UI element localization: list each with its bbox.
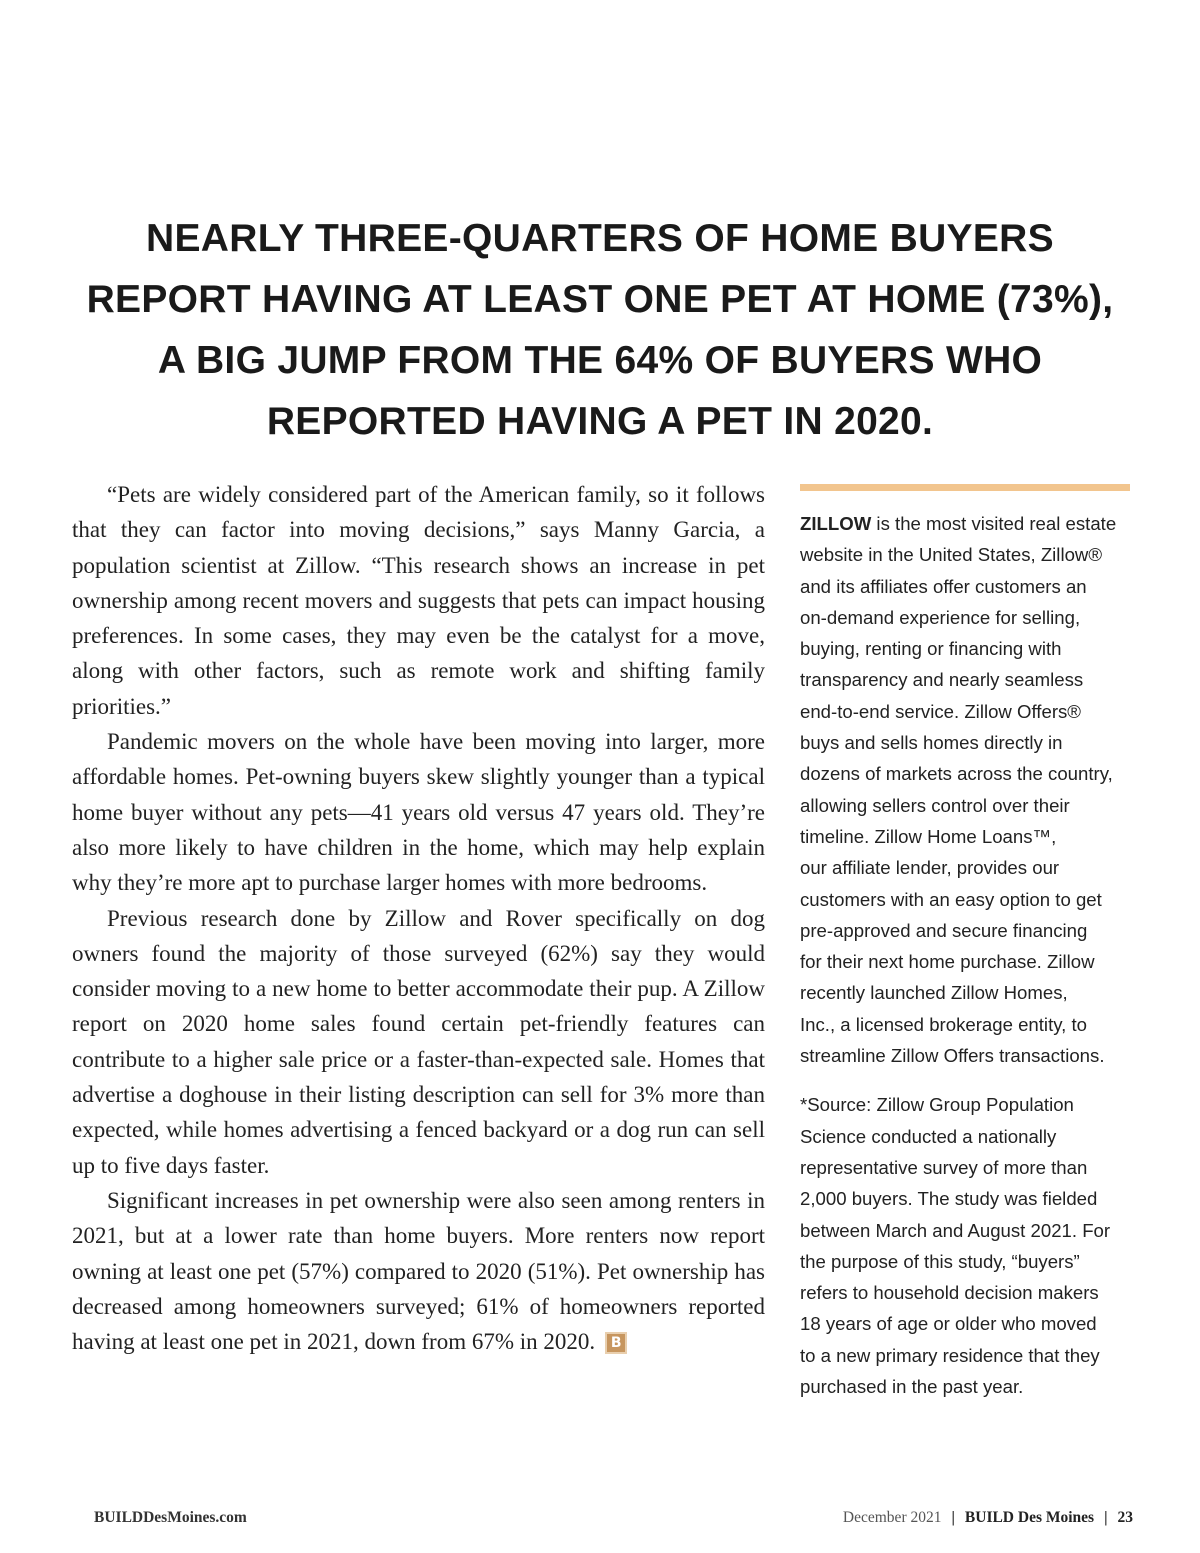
footer-separator: | bbox=[1104, 1509, 1108, 1526]
sidebar-about-line: allowing sellers control over their bbox=[800, 794, 1070, 816]
pull-quote-line-3: A BIG JUMP FROM THE 64% OF BUYERS WHO bbox=[157, 339, 1043, 382]
sidebar-source-line: purchased in the past year. bbox=[800, 1376, 1024, 1398]
footer-magazine: BUILD Des Moines bbox=[964, 1509, 1095, 1526]
pull-quote-line-1: NEARLY THREE-QUARTERS OF HOME BUYERS bbox=[146, 217, 1054, 260]
sidebar-about-line: timeline. Zillow Home Loans™, bbox=[800, 825, 1057, 847]
sidebar-source-line: representative survey of more than bbox=[800, 1156, 1088, 1178]
sidebar-source-line: 18 years of age or older who moved bbox=[800, 1313, 1097, 1335]
article-paragraph: Previous research done by Zillow and Rover specifically on dog owners found the majority of those surveyed (62%) say they would consider moving to a new home to better accommodate their pup. A Zillow report on 2020 home sales found certain pet-friendly features can contribute to a higher sale price or a faster-than-expected sale. Homes that advertise a doghouse in their listing description can sell for 3% more than expected, while homes advertising a fenced backyard or a dog run can sell up to five days faster. bbox=[72, 905, 765, 1178]
sidebar-source-line: *Source: Zillow Group Population bbox=[800, 1094, 1074, 1116]
sidebar-about-line: for their next home purchase. Zillow bbox=[800, 951, 1095, 973]
sidebar-source-line: 2,000 buyers. The study was fielded bbox=[800, 1188, 1098, 1210]
page-footer bbox=[0, 1509, 1200, 1531]
sidebar-about-line: ZILLOW is the most visited real estate bbox=[800, 513, 1117, 534]
sidebar-source-line: refers to household decision makers bbox=[800, 1282, 1099, 1304]
sidebar-about-line: our affiliate lender, provides our bbox=[800, 857, 1060, 879]
article-paragraph-last: Significant increases in pet ownership were also seen among renters in 2021, but at a lower rate than home buyers. More renters now report owning at least one pet (57%) compared to 2020 (51%). Pet ownership has decreased among homeowners surveyed; 61% of homeowners reported having at least one pet in 2021, down from 67% in 2020. B bbox=[72, 1187, 765, 1355]
sidebar-about-line: on-demand experience for selling, bbox=[800, 606, 1081, 628]
sidebar-about bbox=[800, 508, 1130, 1071]
sidebar-about-line: customers with an easy option to get bbox=[800, 888, 1102, 910]
footer-date: December 2021 bbox=[842, 1509, 942, 1526]
sidebar-accent-rule bbox=[800, 484, 1130, 491]
sidebar bbox=[800, 484, 1130, 1402]
pull-quote bbox=[60, 208, 1140, 452]
pull-quote-line-2: REPORT HAVING AT LEAST ONE PET AT HOME (73%), bbox=[86, 278, 1114, 321]
sidebar-about-line: recently launched Zillow Homes, bbox=[800, 982, 1068, 1004]
pull-quote-line-4: REPORTED HAVING A PET IN 2020. bbox=[266, 400, 934, 443]
article-paragraph: “Pets are widely considered part of the American family, so it follows that they can factor into moving decisions,” says Manny Garcia, a population scientist at Zillow. “This research shows an increase in pet ownership among recent movers and suggests that pets can impact housing preferences. In some cases, they may even be the catalyst for a move, along with other factors, such as remote work and shifting family priorities.” bbox=[72, 482, 765, 719]
sidebar-about-line: transparency and nearly seamless bbox=[800, 669, 1084, 691]
footer-right bbox=[843, 1509, 1133, 1527]
sidebar-about-line: dozens of markets across the country, bbox=[800, 763, 1113, 785]
sidebar-source-line: the purpose of this study, “buyers” bbox=[800, 1250, 1080, 1272]
sidebar-about-line: website in the United States, Zillow® bbox=[800, 544, 1103, 566]
sidebar-about-line: buying, renting or financing with bbox=[800, 638, 1062, 660]
sidebar-about-line: pre-approved and secure financing bbox=[800, 919, 1088, 941]
sidebar-about-line: Inc., a licensed brokerage entity, to bbox=[800, 1013, 1087, 1035]
sidebar-about-line: and its affiliates offer customers an bbox=[800, 575, 1087, 597]
page-number: 23 bbox=[1117, 1509, 1133, 1526]
sidebar-source-line: to a new primary residence that they bbox=[800, 1344, 1100, 1366]
article-body bbox=[72, 477, 765, 1359]
sidebar-source-line: Science conducted a nationally bbox=[800, 1125, 1057, 1147]
sidebar-about-line: buys and sells homes directly in bbox=[800, 732, 1063, 754]
article-paragraph: Pandemic movers on the whole have been moving into larger, more affordable homes. Pet-owning buyers skew slightly younger than a typical home buyer without any pets—41 years old versus 47 years old. They’re also more likely to have children in the home, which may help explain why they’re more apt to purchase larger homes with more bedrooms. bbox=[72, 729, 765, 896]
sidebar-about-line: end-to-end service. Zillow Offers® bbox=[800, 700, 1082, 722]
footer-separator: | bbox=[951, 1509, 955, 1526]
end-mark-icon: B bbox=[605, 1332, 627, 1354]
sidebar-source-note bbox=[800, 1089, 1130, 1402]
sidebar-about-line: streamline Zillow Offers transactions. bbox=[800, 1045, 1105, 1067]
footer-site: BUILDDesMoines.com bbox=[94, 1509, 247, 1526]
sidebar-source-line: between March and August 2021. For bbox=[800, 1219, 1111, 1241]
